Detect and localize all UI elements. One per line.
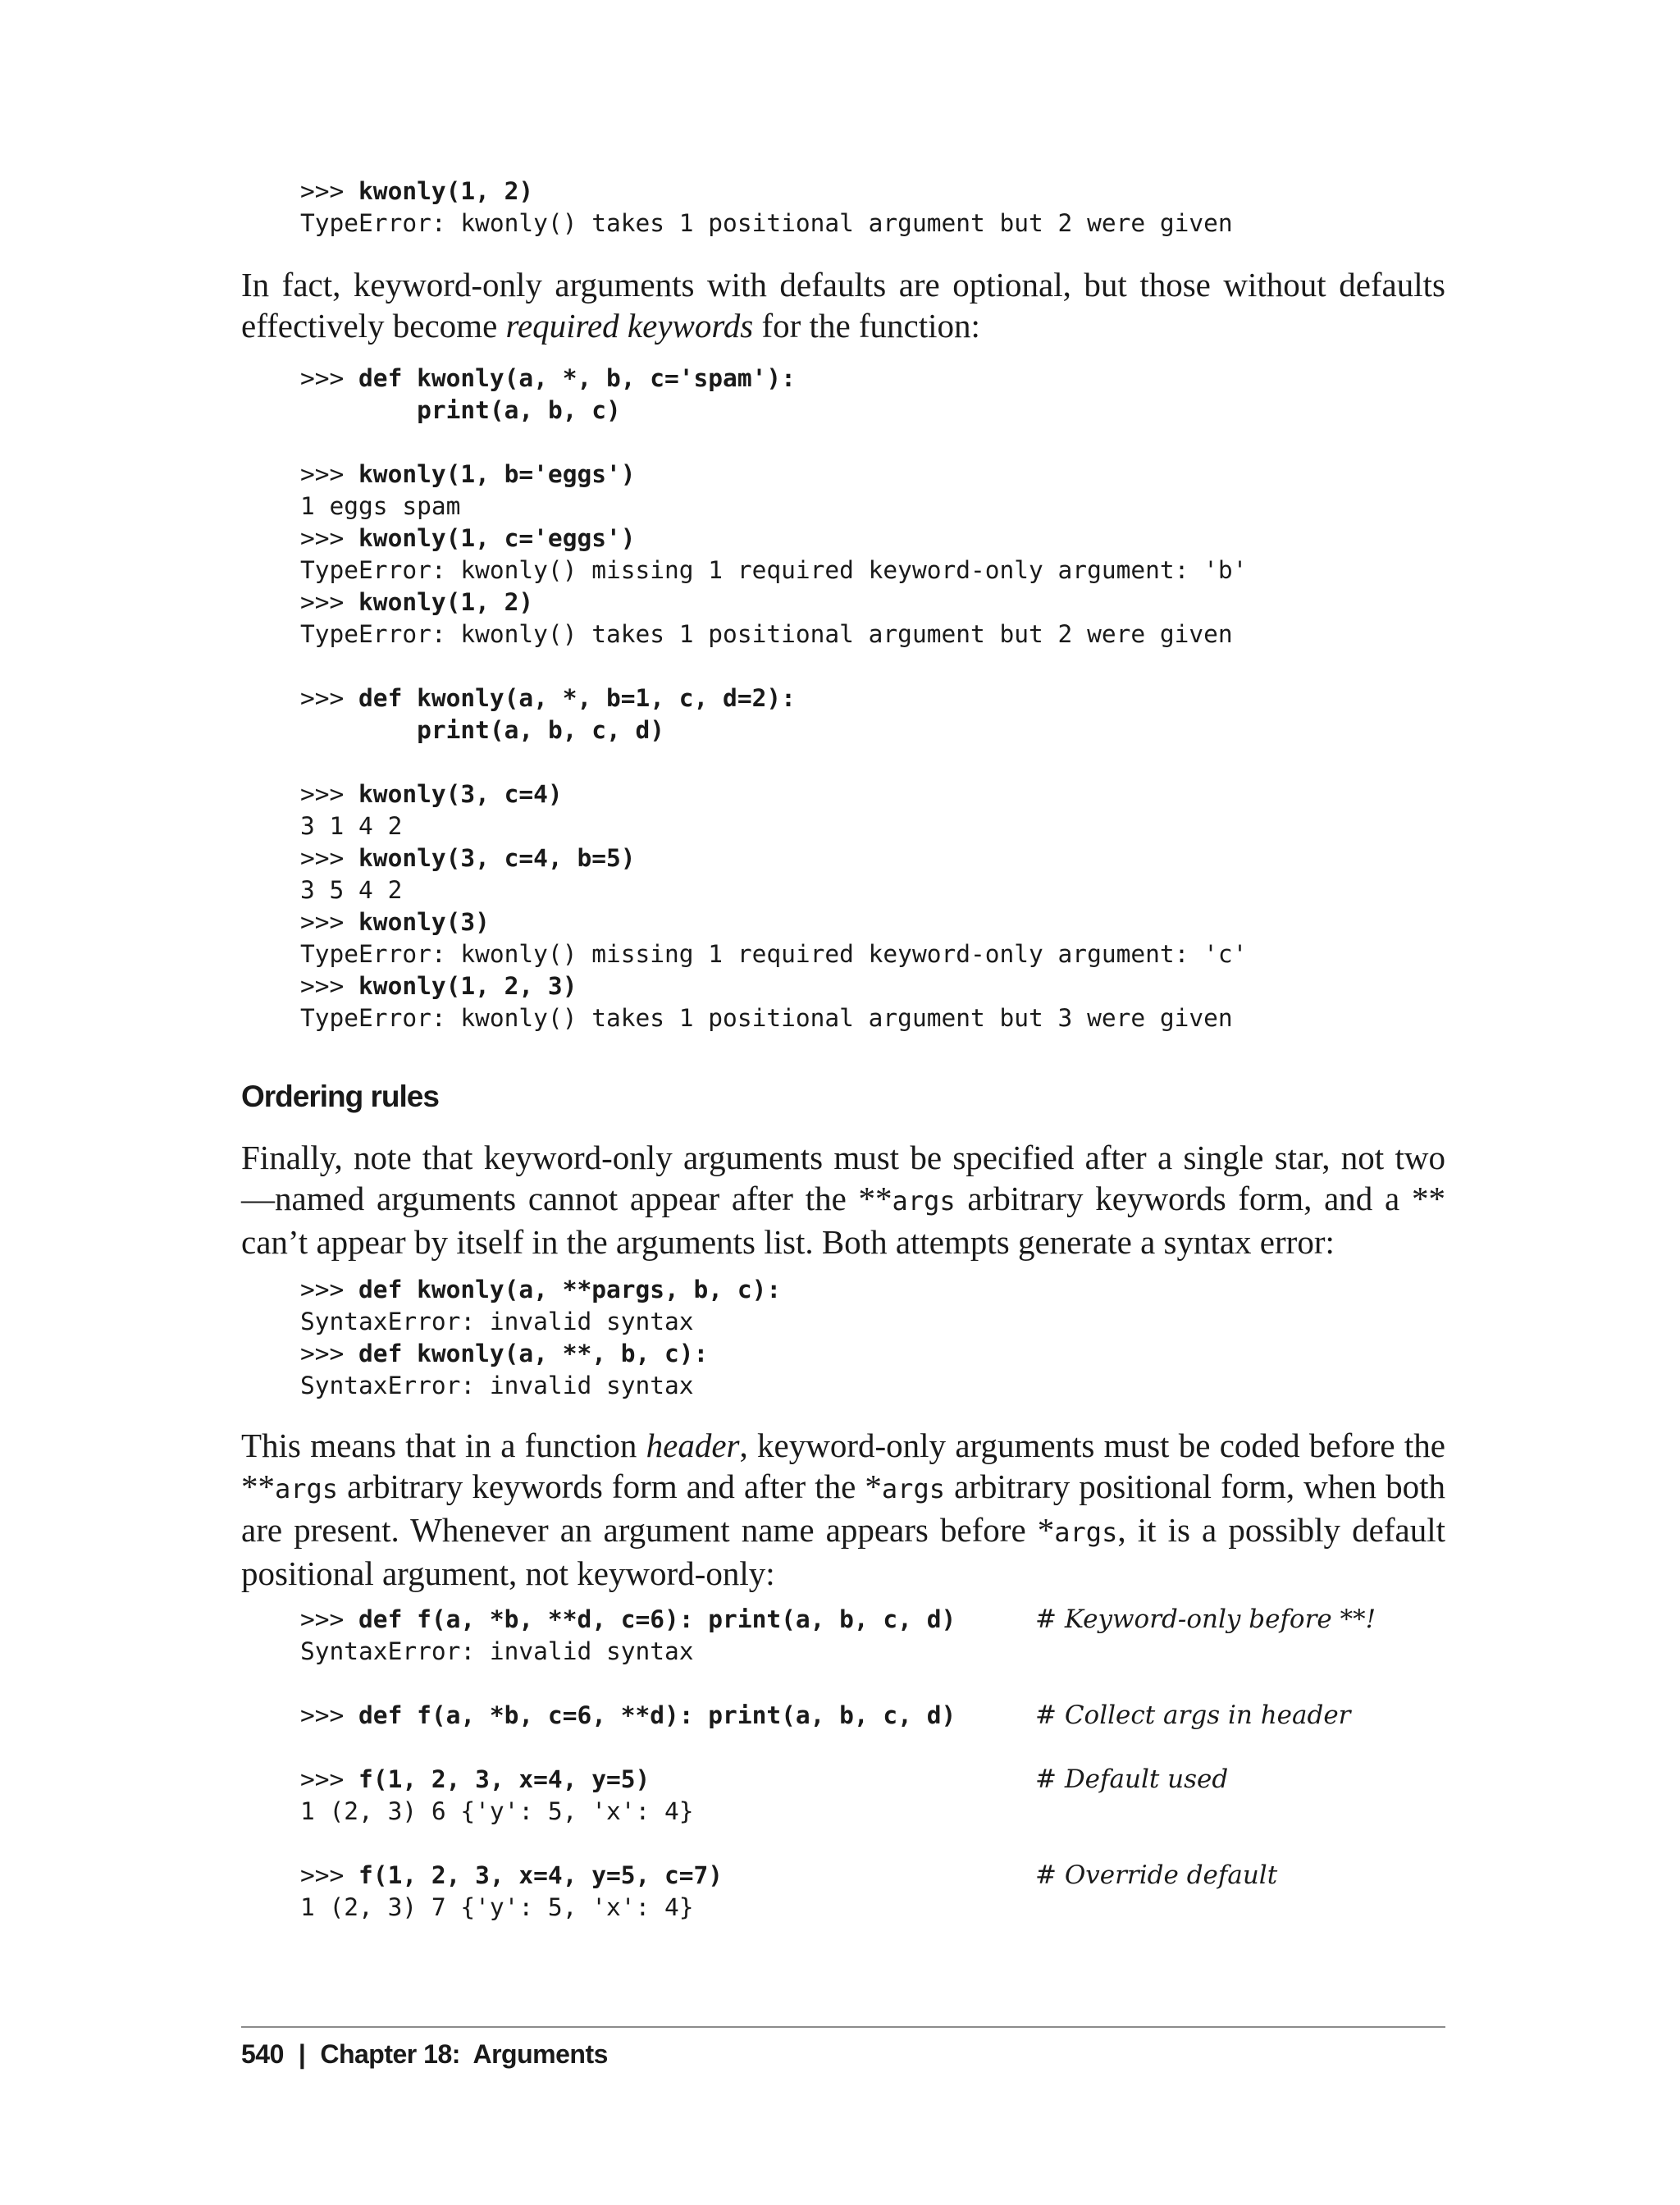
code-input: def kwonly(a, *, b=1, c, d=2): <box>358 684 796 712</box>
code-line <box>300 523 1247 555</box>
code-output: 1 (2, 3) 7 {'y': 5, 'x': 4} <box>300 1893 694 1921</box>
code-line <box>300 1370 781 1402</box>
chapter-title: Chapter 18: Arguments <box>320 2039 608 2069</box>
code-output: SyntaxError: invalid syntax <box>300 1372 694 1399</box>
code-comment: # Keyword-only before **! <box>1035 1605 1376 1634</box>
paragraph-text: , keyword-only arguments must be coded before the ** <box>241 1427 1445 1505</box>
code-prompt: >>> <box>300 1340 359 1367</box>
code-line <box>300 1668 956 1700</box>
code-input: kwonly(3) <box>358 908 490 936</box>
code-line <box>300 874 1247 906</box>
code-prompt: >>> <box>300 588 359 616</box>
code-line <box>300 842 1247 874</box>
code-input: print(a, b, c) <box>417 396 621 424</box>
code-input: def kwonly(a, *, b, c='spam'): <box>358 364 796 392</box>
code-output: TypeError: kwonly() missing 1 required keyword-only argument: 'c' <box>300 940 1248 968</box>
code-output: 1 eggs spam <box>300 492 461 520</box>
code-input: kwonly(1, b='eggs') <box>358 460 636 488</box>
code-input: def f(a, *b, c=6, **d): print(a, b, c, d) <box>358 1701 956 1729</box>
code-output: SyntaxError: invalid syntax <box>300 1308 694 1335</box>
code-line <box>300 1732 956 1764</box>
code-line <box>300 1700 1351 1732</box>
inline-code: args <box>275 1473 339 1504</box>
page-number: 540 <box>241 2039 284 2069</box>
code-prompt: >>> <box>300 972 359 1000</box>
paragraph-text: for the function: <box>753 307 980 345</box>
paragraph-required-keywords <box>241 264 1445 346</box>
code-input: print(a, b, c, d) <box>417 716 665 744</box>
code-line <box>300 619 1247 651</box>
emphasis-text: required keywords <box>505 307 754 345</box>
code-input: kwonly(3, c=4, b=5) <box>358 844 636 872</box>
code-prompt: >>> <box>300 1861 359 1889</box>
code-line <box>300 682 1247 714</box>
code-line <box>300 906 1247 938</box>
code-prompt: >>> <box>300 780 359 808</box>
code-output: TypeError: kwonly() takes 1 positional argument but 3 were given <box>300 1004 1233 1032</box>
paragraph-text: Finally, note that keyword-only arguments must be specified after a single star, not two—named arguments cannot appear after the ** <box>241 1139 1445 1217</box>
code-line <box>300 746 1247 778</box>
code-line <box>300 1764 1229 1796</box>
code-prompt: >>> <box>300 524 359 552</box>
code-line <box>300 1860 1278 1892</box>
paragraph-text: In fact, keyword-only arguments with defaults are optional, but those without defaults effectively become <box>241 266 1445 345</box>
code-line <box>300 363 1247 395</box>
code-prompt: >>> <box>300 460 359 488</box>
paragraph-text: , it is a possibly default positional argument, not keyword-only: <box>241 1511 1445 1592</box>
code-output: 1 (2, 3) 6 {'y': 5, 'x': 4} <box>300 1797 694 1825</box>
code-output: TypeError: kwonly() takes 1 positional argument but 2 were given <box>300 209 1233 237</box>
paragraph-text: This means that in a function <box>241 1427 646 1464</box>
code-line <box>300 208 1233 240</box>
code-line <box>300 1796 956 1828</box>
code-input: kwonly(1, c='eggs') <box>358 524 636 552</box>
code-line <box>300 1828 956 1860</box>
code-line <box>300 1636 956 1668</box>
code-input: kwonly(3, c=4) <box>358 780 563 808</box>
paragraph-ordering <box>241 1137 1445 1262</box>
code-line <box>300 395 1247 427</box>
code-prompt: >>> <box>300 844 359 872</box>
code-line <box>300 651 1247 682</box>
code-line <box>300 459 1247 491</box>
footer-separator: | <box>298 2039 306 2069</box>
code-line <box>300 1604 1376 1636</box>
paragraph-text: arbitrary positional form, when both are present. Whenever an argument name appears before * <box>241 1468 1445 1549</box>
code-line <box>300 714 1247 746</box>
code-line <box>300 427 1247 459</box>
code-line <box>300 1002 1247 1034</box>
code-prompt: >>> <box>300 1765 359 1793</box>
code-output: TypeError: kwonly() takes 1 positional argument but 2 were given <box>300 620 1233 648</box>
code-input: f(1, 2, 3, x=4, y=5) <box>358 1765 651 1793</box>
code-output: TypeError: kwonly() missing 1 required keyword-only argument: 'b' <box>300 556 1248 584</box>
code-prompt: >>> <box>300 1605 359 1633</box>
paragraph-text: arbitrary keywords form and after the * <box>338 1468 882 1505</box>
emphasis-text: header <box>646 1427 740 1464</box>
code-prompt: >>> <box>300 908 359 936</box>
code-input: kwonly(1, 2) <box>358 588 534 616</box>
code-block-4 <box>300 1604 1376 1924</box>
code-line <box>300 1274 781 1306</box>
inline-code: args <box>881 1473 945 1504</box>
section-heading: Ordering rules <box>241 1080 439 1113</box>
code-prompt: >>> <box>300 684 359 712</box>
code-block-2 <box>300 363 1247 1034</box>
code-prompt: >>> <box>300 1701 359 1729</box>
code-input: kwonly(1, 2) <box>358 177 534 205</box>
code-line <box>300 938 1247 970</box>
code-line <box>300 491 1247 523</box>
code-input: def kwonly(a, **, b, c): <box>358 1340 709 1367</box>
code-prompt: >>> <box>300 364 359 392</box>
code-input: f(1, 2, 3, x=4, y=5, c=7) <box>358 1861 724 1889</box>
code-line <box>300 970 1247 1002</box>
footer-rule <box>241 2026 1445 2028</box>
code-line <box>300 1338 781 1370</box>
code-comment: # Override default <box>1035 1860 1278 1890</box>
code-line <box>300 1306 781 1338</box>
inline-code: args <box>892 1185 956 1217</box>
code-line <box>300 1892 956 1924</box>
code-line <box>300 176 1233 208</box>
code-prompt <box>300 716 417 744</box>
code-output: 3 1 4 2 <box>300 812 403 840</box>
code-input: def f(a, *b, **d, c=6): print(a, b, c, d) <box>358 1605 956 1633</box>
code-output: SyntaxError: invalid syntax <box>300 1637 694 1665</box>
code-comment: # Collect args in header <box>1035 1701 1351 1730</box>
code-input: def kwonly(a, **pargs, b, c): <box>358 1276 782 1303</box>
code-output: 3 5 4 2 <box>300 876 403 904</box>
code-line <box>300 778 1247 810</box>
code-input: kwonly(1, 2, 3) <box>358 972 578 1000</box>
code-line <box>300 810 1247 842</box>
paragraph-header-rules <box>241 1425 1445 1594</box>
code-line <box>300 587 1247 619</box>
paragraph-text: arbitrary keywords form, and a ** can’t appear by itself in the arguments list. Both attempts generate a syntax error: <box>241 1180 1445 1261</box>
code-line <box>300 555 1247 587</box>
code-block-3 <box>300 1274 781 1402</box>
page-footer <box>241 2038 608 2070</box>
code-prompt: >>> <box>300 177 359 205</box>
code-prompt: >>> <box>300 1276 359 1303</box>
code-prompt <box>300 396 417 424</box>
inline-code: args <box>1054 1517 1118 1548</box>
code-comment: # Default used <box>1035 1764 1229 1794</box>
code-block-1 <box>300 176 1233 240</box>
